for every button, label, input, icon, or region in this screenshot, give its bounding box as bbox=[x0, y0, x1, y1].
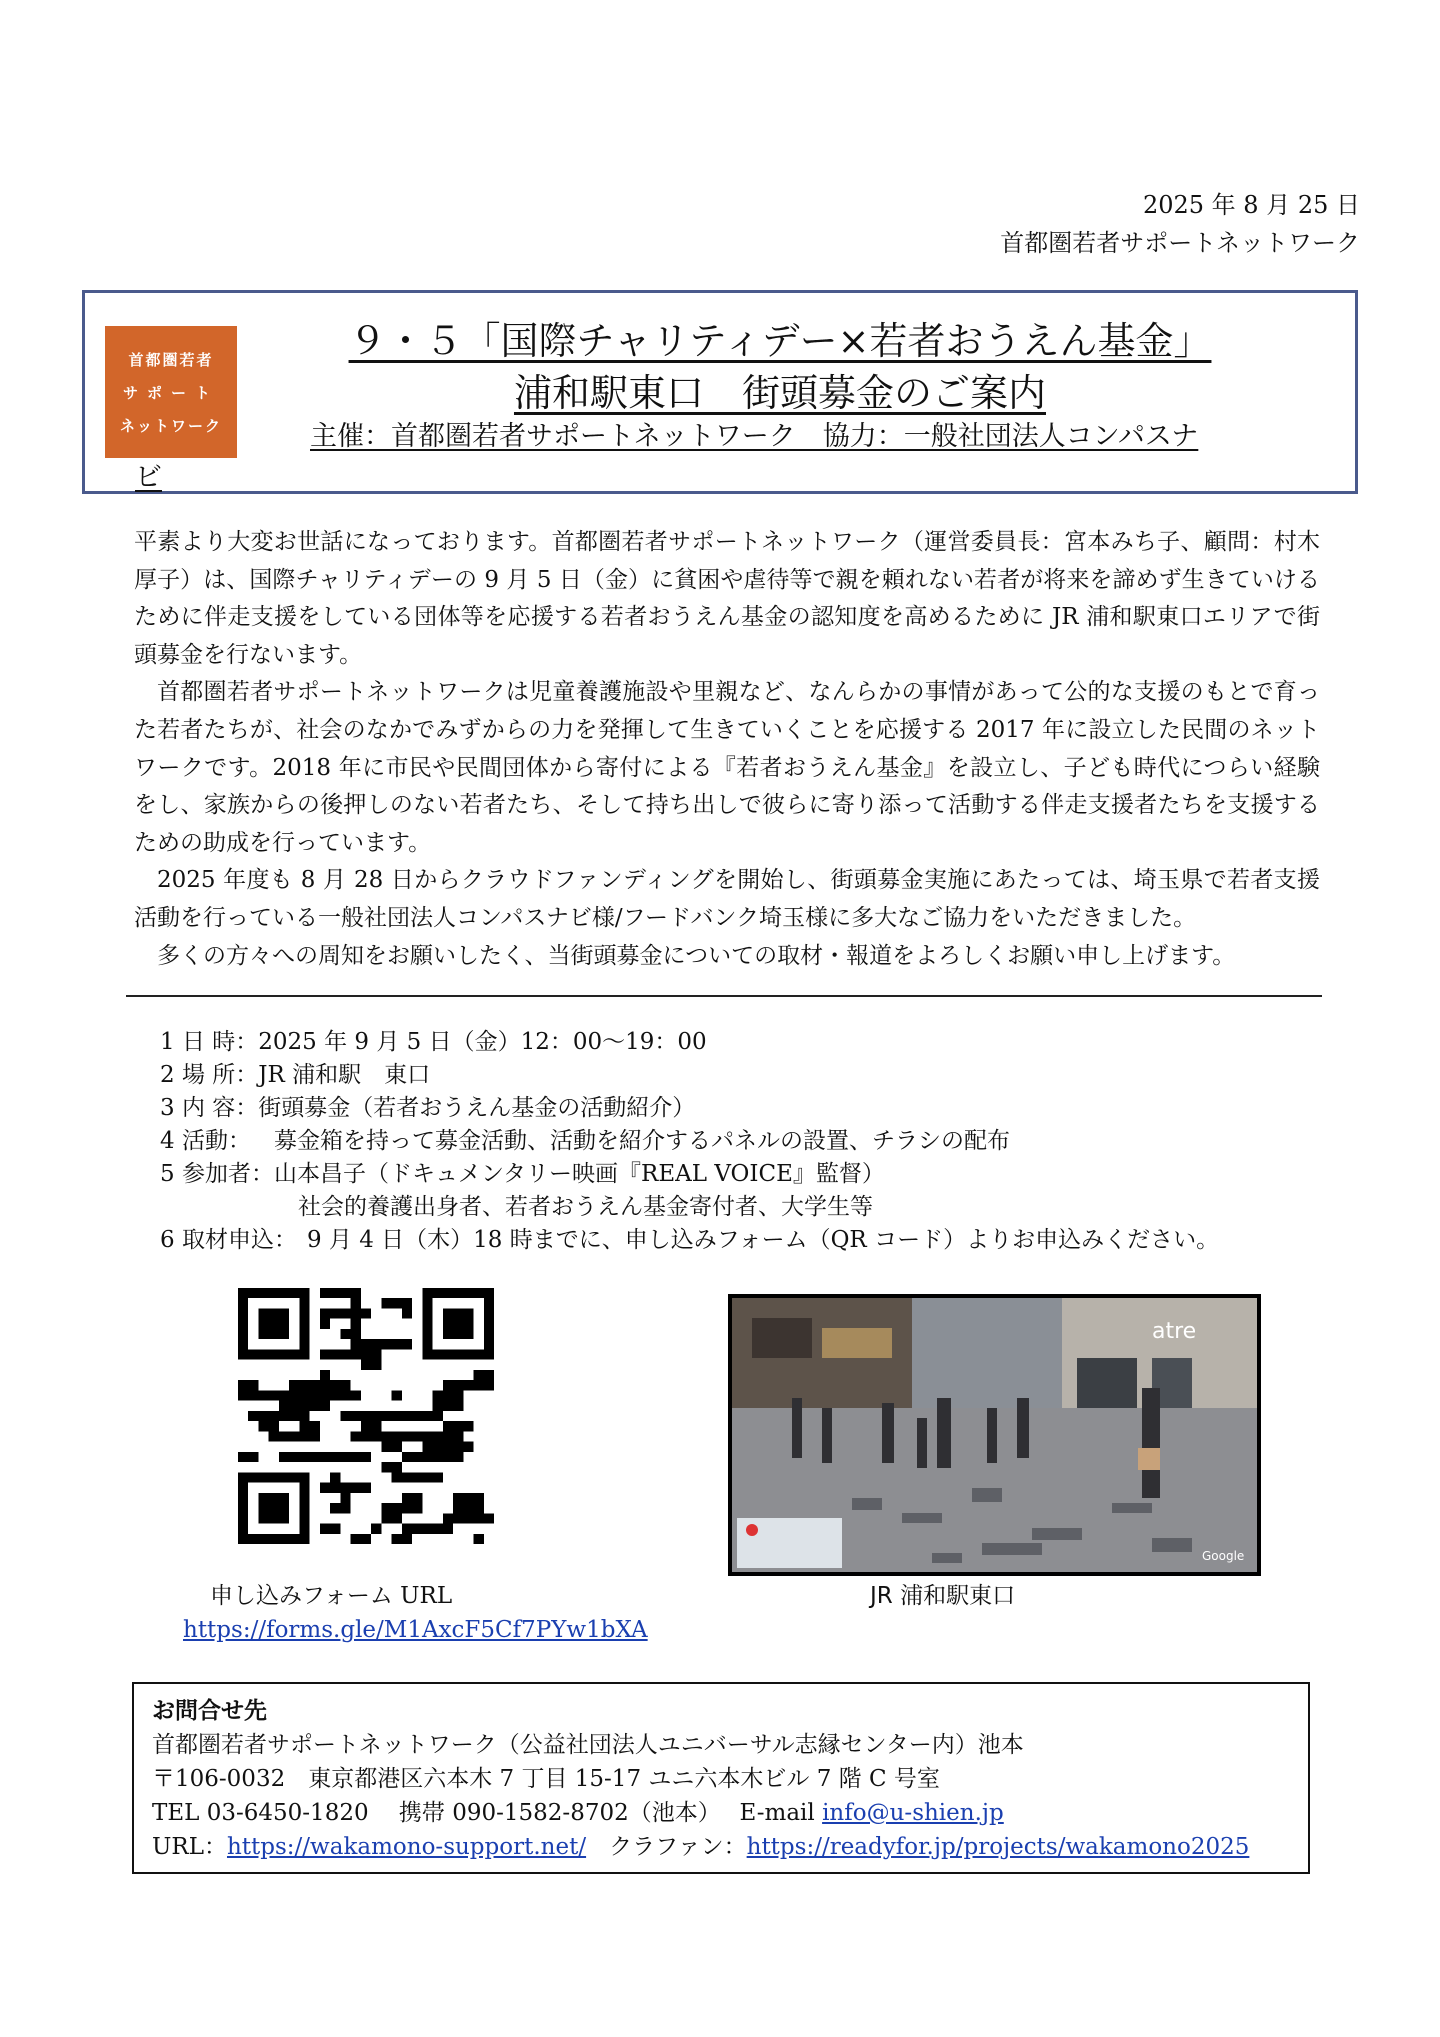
contact-address: 〒106-0032 東京都港区六本木 7 丁目 15-17 ユニ六本木ビル 7 階 C 号室 bbox=[152, 1766, 940, 1792]
organizer-line-wrap: ビ bbox=[135, 462, 162, 493]
qr-caption: 申し込みフォーム URL bbox=[210, 1583, 453, 1609]
event-details bbox=[160, 1026, 1219, 1257]
header-block bbox=[1000, 186, 1360, 262]
issuer-org: 首都圏若者サポートネットワーク bbox=[1000, 229, 1360, 257]
atre-sign: atre bbox=[1152, 1319, 1197, 1344]
station-photo bbox=[728, 1294, 1261, 1576]
form-url-link[interactable]: https://forms.gle/M1AxcF5Cf7PYw1bXA bbox=[183, 1617, 648, 1643]
detail-row: 社会的養護出身者、若者おうえん基金寄付者、大学生等 bbox=[298, 1194, 873, 1220]
crowdfunding-link[interactable]: https://readyfor.jp/projects/wakamono2025 bbox=[746, 1834, 1250, 1860]
paragraph-2: 首都圏若者サポートネットワークは児童養護施設や里親など、なんらかの事情があって公的な支援のもとで育った若者たちが、社会のなかでみずからの力を発揮して生きていくことを応援する 2017 年に設立した民間のネットワークです。2018 年に市民や民間団体から寄付による『若者おうえん基金』を設立し、子ども時代につらい経験をし、家族からの後押しのない若者たち、そして持ち出しで彼らに寄り添って活動する伴走支援者たちを支援するための助成を行っています。 bbox=[134, 679, 1321, 856]
qr-code[interactable] bbox=[238, 1288, 494, 1544]
logo-line-1: 首都圏若者 bbox=[128, 350, 214, 369]
detail-row: 6 取材申込： 9 月 4 日（木）18 時までに、申し込みフォーム（QR コード）よりお申込みください。 bbox=[160, 1227, 1220, 1253]
logo-line-2: サポート bbox=[122, 383, 219, 402]
paragraph-3: 2025 年度も 8 月 28 日からクラウドファンディングを開始し、街頭募金実施にあたっては、埼玉県で若者支援活動を行っている一般社団法人コンパスナビ様/フードバンク埼玉様に多大なご協力をいただきました。 bbox=[134, 867, 1320, 931]
document-date: 2025 年 8 月 25 日 bbox=[1142, 191, 1360, 219]
contact-box bbox=[132, 1682, 1310, 1874]
contact-phone-row: TEL 03-6450-1820 携帯 090-1582-8702（池本） E-mail info@u-shien.jp bbox=[152, 1800, 1004, 1826]
email-link[interactable]: info@u-shien.jp bbox=[822, 1800, 1004, 1826]
body-text bbox=[134, 524, 1320, 975]
detail-row: 2 場 所： JR 浦和駅 東口 bbox=[160, 1062, 431, 1088]
organizer-line: 主催：首都圏若者サポートネットワーク 協力：一般社団法人コンパスナ bbox=[310, 421, 1199, 452]
organization-logo bbox=[105, 326, 237, 458]
logo-line-3: ネットワーク bbox=[119, 416, 222, 435]
contact-org: 首都圏若者サポートネットワーク（公益社団法人ユニバーサル志縁センター内）池本 bbox=[152, 1732, 1024, 1758]
photo-caption: JR 浦和駅東口 bbox=[870, 1583, 1016, 1609]
detail-row: 1 日 時： 2025 年 9 月 5 日（金）12：00～19：00 bbox=[160, 1029, 707, 1055]
title-line-1: ９・５「国際チャリティデー×若者おうえん基金」 bbox=[348, 319, 1212, 363]
detail-row: 4 活動： 募金箱を持って募金活動、活動を紹介するパネルの設置、チラシの配布 bbox=[160, 1128, 1010, 1154]
website-link[interactable]: https://wakamono-support.net/ bbox=[226, 1834, 587, 1860]
detail-row: 5 参加者： 山本昌子（ドキュメンタリー映画『REAL VOICE』監督） bbox=[160, 1161, 885, 1187]
contact-url-row: URL：https://wakamono-support.net/ クラファン：https://readyfor.jp/projects/wakamono2025 bbox=[152, 1834, 1250, 1860]
title-line-2: 浦和駅東口 街頭募金のご案内 bbox=[513, 371, 1046, 415]
paragraph-1: 平素より大変お世話になっております。首都圏若者サポートネットワーク（運営委員長：宮本みち子、顧問：村木厚子）は、国際チャリティデーの 9 月 5 日（金）に貧困や虐待等で親を頼れない若者が将来を諦めず生きていけるために伴走支援をしている団体等を応援する若者おうえん基金の認知度を高めるために JR 浦和駅東口エリアで街頭募金を行ないます。 bbox=[134, 529, 1320, 668]
divider bbox=[126, 995, 1322, 997]
google-watermark: Google bbox=[1202, 1549, 1245, 1563]
contact-heading: お問合せ先 bbox=[152, 1698, 267, 1724]
detail-row: 3 内 容： 街頭募金（若者おうえん基金の活動紹介） bbox=[160, 1095, 696, 1121]
paragraph-4: 多くの方々への周知をお願いしたく、当街頭募金についての取材・報道をよろしくお願い申し上げます。 bbox=[157, 942, 1236, 969]
